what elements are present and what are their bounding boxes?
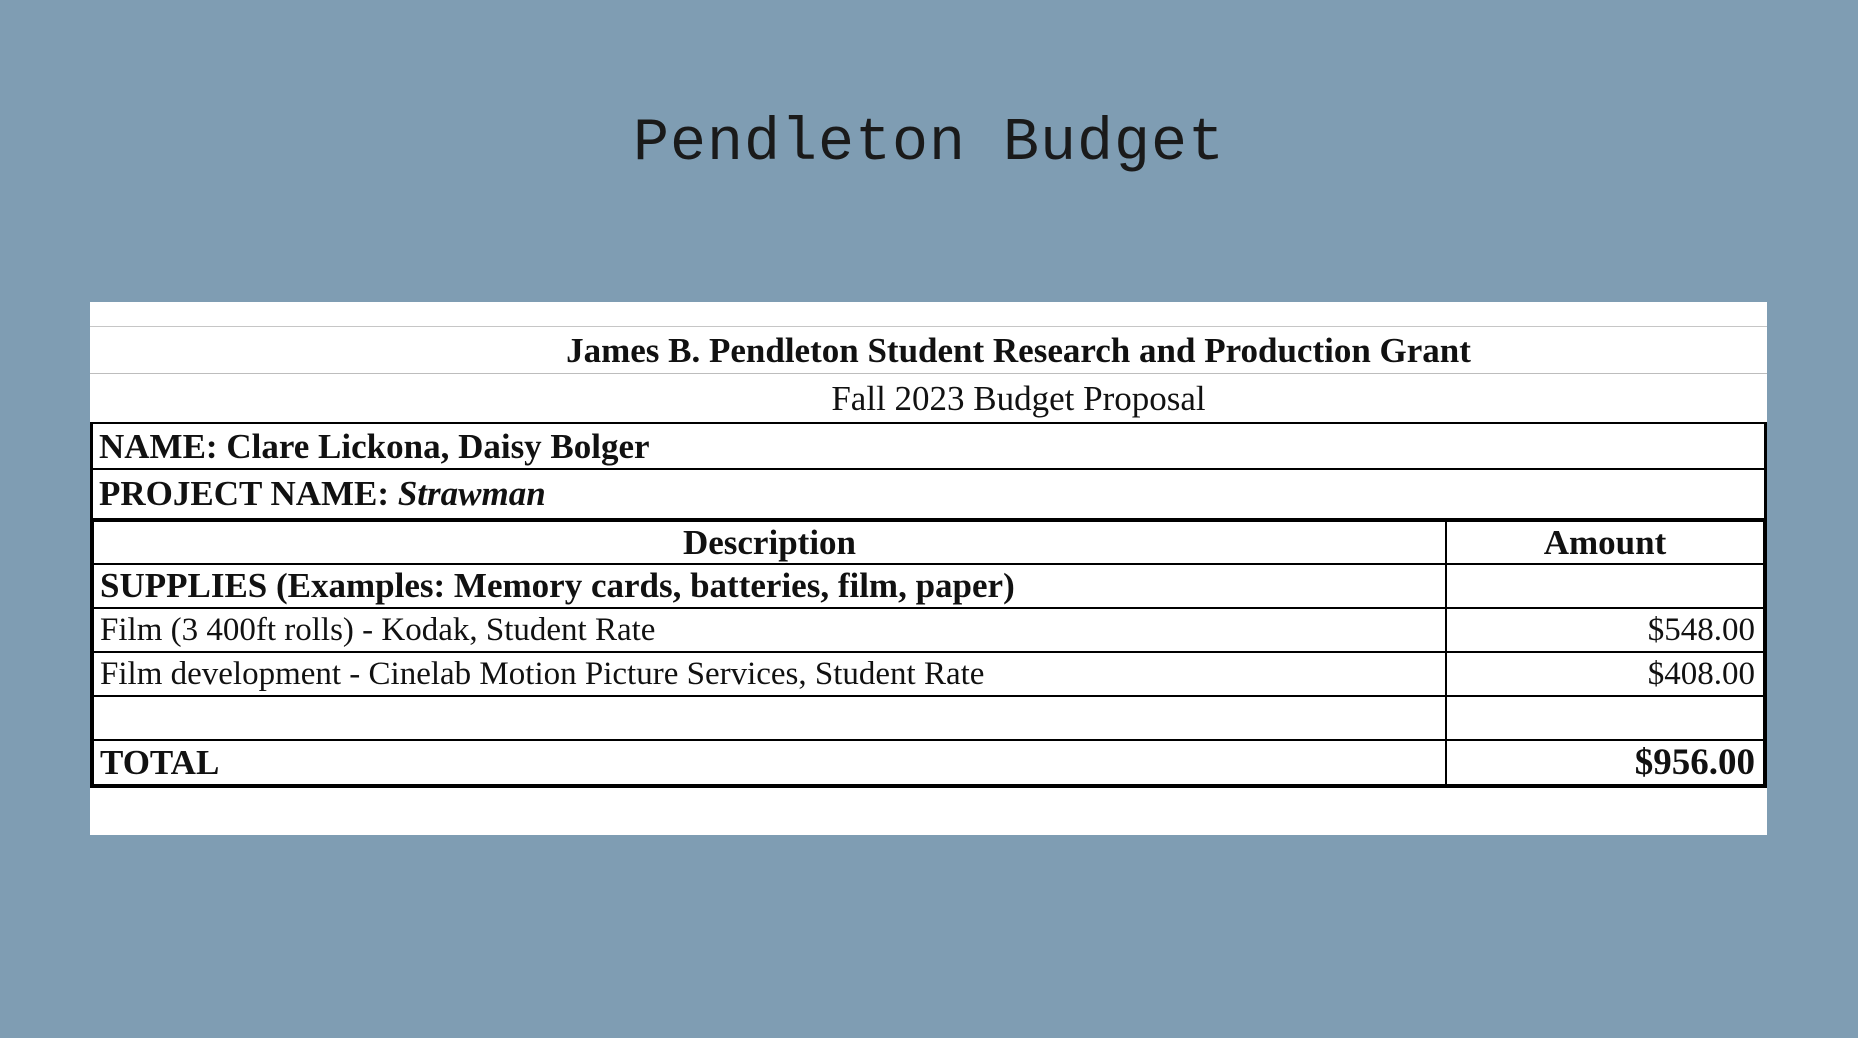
- item-description: Film development - Cinelab Motion Picture Services, Student Rate: [92, 652, 1446, 696]
- project-label: PROJECT NAME:: [99, 474, 390, 513]
- total-row: [92, 740, 1765, 786]
- item-description: [92, 696, 1446, 740]
- table-header-row: [92, 520, 1765, 564]
- table-row: [92, 652, 1765, 696]
- name-value: Clare Lickona, Daisy Bolger: [217, 427, 650, 466]
- item-amount: $548.00: [1446, 608, 1765, 652]
- grant-title: James B. Pendleton Student Research and Production Grant: [90, 327, 1767, 374]
- section-label: SUPPLIES (Examples: Memory cards, batteries, film, paper): [92, 564, 1446, 608]
- item-description: Film (3 400ft rolls) - Kodak, Student Rate: [92, 608, 1446, 652]
- budget-sheet: [90, 302, 1767, 835]
- item-amount: $408.00: [1446, 652, 1765, 696]
- amount-header: Amount: [1446, 520, 1765, 564]
- slide-title: Pendleton Budget: [632, 110, 1226, 178]
- table-row: [92, 696, 1765, 740]
- table-row: [92, 608, 1765, 652]
- description-header: Description: [92, 520, 1446, 564]
- item-amount: [1446, 696, 1765, 740]
- section-amount: [1446, 564, 1765, 608]
- total-amount: $956.00: [1446, 740, 1765, 786]
- budget-table: [90, 518, 1767, 788]
- section-row-supplies: [92, 564, 1765, 608]
- proposal-subtitle: Fall 2023 Budget Proposal: [831, 379, 1206, 418]
- name-row: [90, 422, 1767, 470]
- total-label: TOTAL: [92, 740, 1446, 786]
- name-label: NAME:: [99, 427, 218, 466]
- project-row: [90, 470, 1767, 518]
- project-value: Strawman: [397, 474, 546, 513]
